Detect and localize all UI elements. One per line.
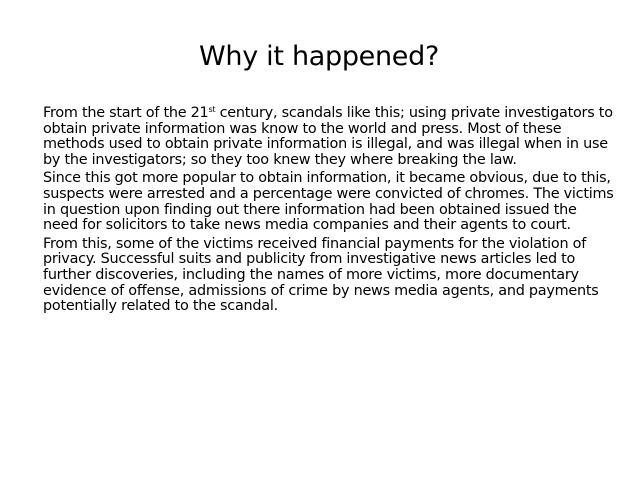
paragraph-3: From this, some of the victims received financial payments for the violation of privacy. Successful suits and publicity from investigative news articles led to further discoveries, including the names of more victims, more documentary evidence of offense, admissions of crime by news media agents, and payments potentially related to the scandal. — [43, 235, 599, 315]
ordinal-suffix: st — [208, 105, 216, 114]
paragraph-1 — [43, 106, 615, 168]
slide-body — [43, 106, 615, 318]
slide-title: Why it happened? — [199, 41, 439, 72]
paragraph-1-rest: century, scandals like this; using private investigators to obtain private information was know to the world and press. Most of these methods used to obtain private information is illegal, and was illegal when in use by the investigators; so they too knew they where breaking the law. — [43, 105, 613, 168]
paragraph-1-start: From the start of the 21 — [43, 105, 209, 121]
paragraph-2: Since this got more popular to obtain information, it became obvious, due to this, suspects were arrested and a percentage were convicted of chromes. The victims in question upon finding out there information had been obtained issued the need for solicitors to take news media companies and their agents to court. — [43, 170, 614, 234]
